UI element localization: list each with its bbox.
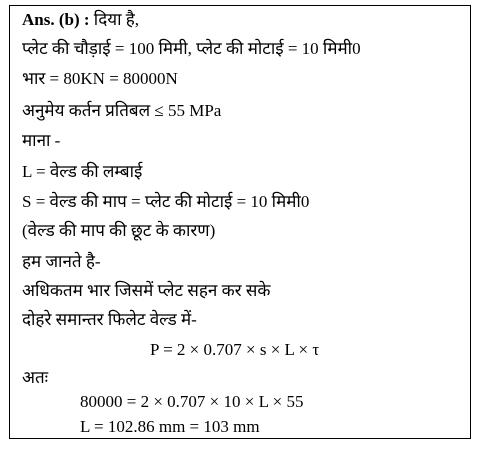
- shear-stress-line: अनुमेय कर्तन प्रतिबल ≤ 55 MPa: [22, 101, 222, 120]
- double-fillet-line: दोहरे समान्तर फिलेट वेल्ड में-: [22, 310, 197, 329]
- answer-intro: दिया है,: [89, 10, 140, 29]
- answer-box: [9, 5, 471, 439]
- formula-line: P = 2 × 0.707 × s × L × τ: [150, 340, 320, 359]
- substitution-line: 80000 = 2 × 0.707 × 10 × L × 55: [80, 392, 304, 411]
- we-know-line: हम जानते है-: [22, 252, 101, 271]
- max-load-line: अधिकतम भार जिसमें प्लेट सहन कर सके: [22, 281, 271, 300]
- load-line: भार = 80KN = 80000N: [22, 69, 178, 88]
- therefore-line: अतः: [22, 368, 49, 387]
- result-line: L = 102.86 mm = 103 mm: [80, 417, 260, 436]
- answer-label: Ans. (b) :: [22, 10, 90, 29]
- weld-size-note: (वेल्ड की माप की छूट के कारण): [22, 221, 216, 240]
- answer-heading: [22, 9, 139, 31]
- plate-dimensions-line: प्लेट की चौड़ाई = 100 मिमी, प्लेट की मोटाई = 10 मिमी0: [22, 39, 361, 58]
- assume-line: माना -: [22, 131, 61, 150]
- weld-length-line: L = वेल्ड की लम्बाई: [22, 162, 143, 181]
- weld-size-line: S = वेल्ड की माप = प्लेट की मोटाई = 10 मिमी0: [22, 192, 310, 211]
